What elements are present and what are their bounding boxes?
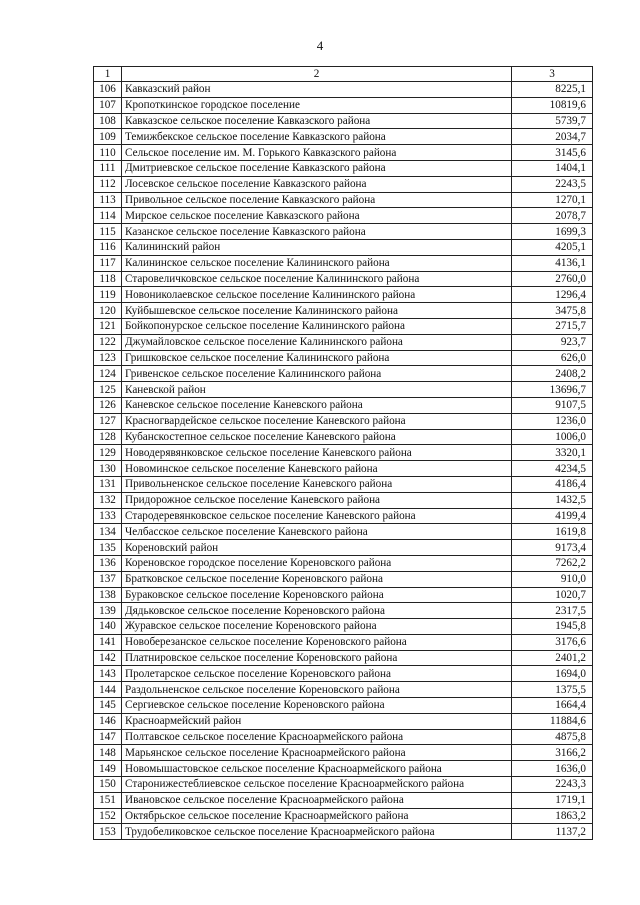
row-value-cell: 11884,6 [512,713,593,729]
row-name-cell: Полтавское сельское поселение Красноармейского района [122,729,512,745]
row-value-cell: 4205,1 [512,239,593,255]
row-number-cell: 134 [94,524,122,540]
row-number-cell: 124 [94,366,122,382]
row-name-cell: Новодерявянковское сельское поселение Каневского района [122,445,512,461]
row-number-cell: 137 [94,571,122,587]
row-name-cell: Платнировское сельское поселение Кореновского района [122,650,512,666]
row-value-cell: 4234,5 [512,461,593,477]
row-number-cell: 109 [94,129,122,145]
row-value-cell: 1236,0 [512,413,593,429]
row-number-cell: 144 [94,682,122,698]
table-row [94,792,593,808]
row-value-cell: 3320,1 [512,445,593,461]
row-value-cell: 9107,5 [512,397,593,413]
row-number-cell: 140 [94,619,122,635]
row-number-cell: 122 [94,334,122,350]
row-value-cell: 3166,2 [512,745,593,761]
table-row [94,208,593,224]
row-name-cell: Кореновский район [122,540,512,556]
row-value-cell: 1432,5 [512,492,593,508]
row-name-cell: Новомышастовское сельское поселение Красноармейского района [122,761,512,777]
table-row [94,97,593,113]
row-number-cell: 143 [94,666,122,682]
row-value-cell: 9173,4 [512,540,593,556]
row-number-cell: 121 [94,318,122,334]
row-name-cell: Челбасское сельское поселение Каневского района [122,524,512,540]
row-value-cell: 1619,8 [512,524,593,540]
table-row [94,492,593,508]
row-name-cell: Придорожное сельское поселение Каневского района [122,492,512,508]
table-row [94,650,593,666]
row-name-cell: Раздольненское сельское поселение Кореновского района [122,682,512,698]
row-name-cell: Старонижестеблиевское сельское поселение Красноармейского района [122,777,512,793]
row-value-cell: 1137,2 [512,824,593,840]
row-number-cell: 152 [94,808,122,824]
row-number-cell: 114 [94,208,122,224]
row-value-cell: 1375,5 [512,682,593,698]
row-name-cell: Пролетарское сельское поселение Кореновского района [122,666,512,682]
row-value-cell: 4875,8 [512,729,593,745]
table-row [94,445,593,461]
row-value-cell: 1664,4 [512,698,593,714]
row-value-cell: 1636,0 [512,761,593,777]
budget-table [93,66,593,840]
row-name-cell: Сельское поселение им. М. Горького Кавказского района [122,145,512,161]
table-row [94,287,593,303]
row-number-cell: 111 [94,160,122,176]
row-value-cell: 1270,1 [512,192,593,208]
row-value-cell: 923,7 [512,334,593,350]
row-value-cell: 2408,2 [512,366,593,382]
row-name-cell: Казанское сельское поселение Кавказского района [122,224,512,240]
row-value-cell: 2243,3 [512,777,593,793]
table-row [94,571,593,587]
row-name-cell: Темижбекское сельское поселение Кавказского района [122,129,512,145]
table-row [94,224,593,240]
row-number-cell: 141 [94,634,122,650]
table-row [94,429,593,445]
row-number-cell: 145 [94,698,122,714]
table-header-row [94,67,593,82]
row-number-cell: 119 [94,287,122,303]
row-number-cell: 148 [94,745,122,761]
table-row [94,824,593,840]
table-row [94,82,593,98]
table-row [94,113,593,129]
row-number-cell: 153 [94,824,122,840]
row-value-cell: 1699,3 [512,224,593,240]
row-name-cell: Мирское сельское поселение Кавказского района [122,208,512,224]
table-row [94,160,593,176]
table-row [94,366,593,382]
row-value-cell: 1694,0 [512,666,593,682]
row-name-cell: Братковское сельское поселение Кореновского района [122,571,512,587]
row-value-cell: 3176,6 [512,634,593,650]
row-value-cell: 4199,4 [512,508,593,524]
row-value-cell: 7262,2 [512,555,593,571]
row-number-cell: 128 [94,429,122,445]
table-row [94,145,593,161]
row-value-cell: 626,0 [512,350,593,366]
table-row [94,729,593,745]
row-name-cell: Гривенское сельское поселение Калининского района [122,366,512,382]
row-value-cell: 5739,7 [512,113,593,129]
table-row [94,666,593,682]
table-row [94,476,593,492]
row-number-cell: 138 [94,587,122,603]
row-value-cell: 2243,5 [512,176,593,192]
row-value-cell: 2317,5 [512,603,593,619]
table-row [94,318,593,334]
row-number-cell: 113 [94,192,122,208]
row-value-cell: 2760,0 [512,271,593,287]
table-row [94,587,593,603]
row-name-cell: Ивановское сельское поселение Красноармейского района [122,792,512,808]
row-number-cell: 149 [94,761,122,777]
row-number-cell: 133 [94,508,122,524]
row-number-cell: 139 [94,603,122,619]
row-number-cell: 120 [94,303,122,319]
header-col-2: 2 [122,67,512,82]
row-name-cell: Марьянское сельское поселение Красноармейского района [122,745,512,761]
row-name-cell: Красногвардейское сельское поселение Каневского района [122,413,512,429]
row-number-cell: 136 [94,555,122,571]
row-name-cell: Бураковское сельское поселение Кореновского района [122,587,512,603]
row-number-cell: 108 [94,113,122,129]
row-value-cell: 3475,8 [512,303,593,319]
table-row [94,745,593,761]
row-number-cell: 151 [94,792,122,808]
table-row [94,634,593,650]
row-name-cell: Старовеличковское сельское поселение Калининского района [122,271,512,287]
row-name-cell: Лосевское сельское поселение Кавказского района [122,176,512,192]
row-number-cell: 129 [94,445,122,461]
row-value-cell: 1404,1 [512,160,593,176]
row-value-cell: 910,0 [512,571,593,587]
row-value-cell: 1863,2 [512,808,593,824]
row-name-cell: Новониколаевское сельское поселение Калининского района [122,287,512,303]
row-number-cell: 147 [94,729,122,745]
row-name-cell: Октябрьское сельское поселение Красноармейского района [122,808,512,824]
row-value-cell: 8225,1 [512,82,593,98]
row-number-cell: 110 [94,145,122,161]
page-number: 4 [316,38,324,53]
row-value-cell: 1719,1 [512,792,593,808]
table-row [94,176,593,192]
table-row [94,508,593,524]
row-name-cell: Кубанскостепное сельское поселение Каневского района [122,429,512,445]
table-row [94,192,593,208]
row-number-cell: 130 [94,461,122,477]
row-name-cell: Привольное сельское поселение Кавказского района [122,192,512,208]
row-value-cell: 1006,0 [512,429,593,445]
header-col-1: 1 [94,67,122,82]
row-number-cell: 125 [94,382,122,398]
row-value-cell: 1945,8 [512,619,593,635]
table-row [94,524,593,540]
row-name-cell: Дядьковское сельское поселение Кореновского района [122,603,512,619]
row-name-cell: Новоберезанское сельское поселение Кореновского района [122,634,512,650]
table-row [94,239,593,255]
row-value-cell: 2078,7 [512,208,593,224]
row-value-cell: 1296,4 [512,287,593,303]
row-number-cell: 116 [94,239,122,255]
row-name-cell: Джумайловское сельское поселение Калининского района [122,334,512,350]
row-name-cell: Куйбышевское сельское поселение Калининского района [122,303,512,319]
row-name-cell: Новоминское сельское поселение Каневского района [122,461,512,477]
row-name-cell: Каневской район [122,382,512,398]
table-row [94,271,593,287]
table-row [94,382,593,398]
table-row [94,761,593,777]
table-row [94,808,593,824]
table-row [94,397,593,413]
table-row [94,698,593,714]
row-name-cell: Журавское сельское поселение Кореновского района [122,619,512,635]
row-name-cell: Дмитриевское сельское поселение Кавказского района [122,160,512,176]
row-value-cell: 4186,4 [512,476,593,492]
table-row [94,603,593,619]
table-row [94,555,593,571]
table-row [94,619,593,635]
row-name-cell: Гришковское сельское поселение Калининского района [122,350,512,366]
row-name-cell: Кропоткинское городское поселение [122,97,512,113]
row-value-cell: 10819,6 [512,97,593,113]
row-name-cell: Кореновское городское поселение Кореновского района [122,555,512,571]
row-number-cell: 132 [94,492,122,508]
row-number-cell: 146 [94,713,122,729]
row-number-cell: 135 [94,540,122,556]
table-row [94,303,593,319]
row-value-cell: 2034,7 [512,129,593,145]
row-name-cell: Калининское сельское поселение Калининского района [122,255,512,271]
row-number-cell: 150 [94,777,122,793]
table-row [94,682,593,698]
row-value-cell: 3145,6 [512,145,593,161]
table-row [94,777,593,793]
row-number-cell: 142 [94,650,122,666]
row-name-cell: Стародеревянковское сельское поселение Каневского района [122,508,512,524]
table-row [94,350,593,366]
row-number-cell: 107 [94,97,122,113]
row-number-cell: 118 [94,271,122,287]
row-name-cell: Кавказское сельское поселение Кавказского района [122,113,512,129]
row-number-cell: 106 [94,82,122,98]
row-number-cell: 115 [94,224,122,240]
table-row [94,334,593,350]
row-name-cell: Каневское сельское поселение Каневского района [122,397,512,413]
row-number-cell: 127 [94,413,122,429]
row-name-cell: Кавказский район [122,82,512,98]
row-value-cell: 4136,1 [512,255,593,271]
row-value-cell: 2401,2 [512,650,593,666]
row-value-cell: 1020,7 [512,587,593,603]
row-name-cell: Бойкопонурское сельское поселение Калининского района [122,318,512,334]
row-number-cell: 131 [94,476,122,492]
table-row [94,540,593,556]
table-row [94,713,593,729]
row-number-cell: 117 [94,255,122,271]
row-number-cell: 126 [94,397,122,413]
header-col-3: 3 [512,67,593,82]
row-name-cell: Трудобеликовское сельское поселение Красноармейского района [122,824,512,840]
row-name-cell: Красноармейский район [122,713,512,729]
row-number-cell: 123 [94,350,122,366]
table-row [94,461,593,477]
table-row [94,413,593,429]
table-row [94,255,593,271]
row-number-cell: 112 [94,176,122,192]
row-name-cell: Калининский район [122,239,512,255]
row-value-cell: 13696,7 [512,382,593,398]
table-row [94,129,593,145]
row-name-cell: Привольненское сельское поселение Каневского района [122,476,512,492]
row-value-cell: 2715,7 [512,318,593,334]
row-name-cell: Сергиевское сельское поселение Кореновского района [122,698,512,714]
